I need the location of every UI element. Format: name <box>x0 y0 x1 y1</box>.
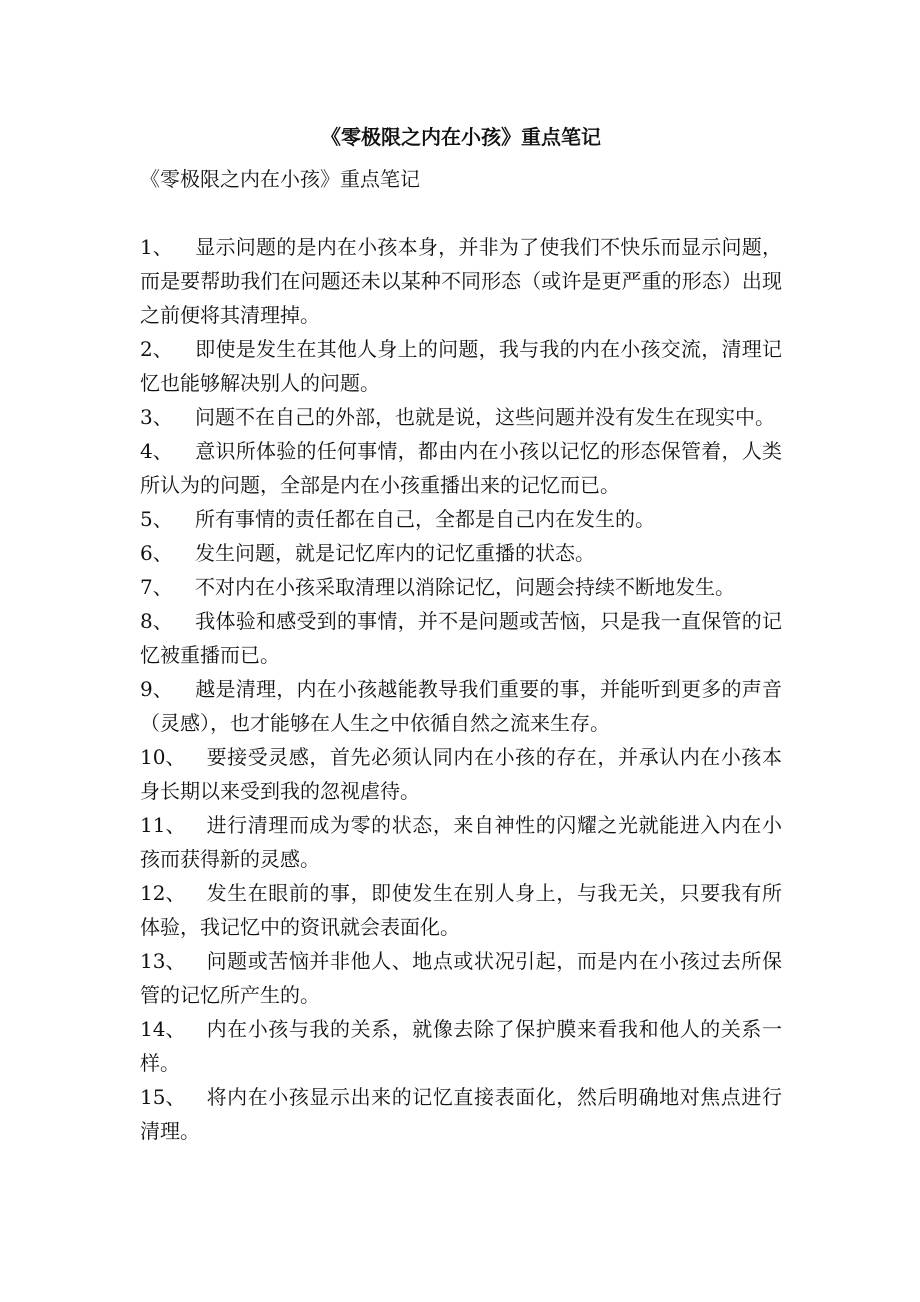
note-number: 3、 <box>140 405 173 429</box>
note-item <box>140 400 782 434</box>
note-text: 进行清理而成为零的状态，来自神性的闪耀之光就能进入内在小孩而获得新的灵感。 <box>140 813 782 871</box>
note-item <box>140 332 782 400</box>
blank-line <box>140 196 782 230</box>
note-number: 9、 <box>140 677 173 701</box>
note-text: 越是清理，内在小孩越能教导我们重要的事，并能听到更多的声音（灵感），也才能够在人生之中依循自然之流来生存。 <box>140 677 782 735</box>
note-item <box>140 570 782 604</box>
note-item <box>140 502 782 536</box>
note-number: 10、 <box>140 745 186 769</box>
note-item <box>140 434 782 502</box>
note-text: 不对内在小孩采取清理以消除记忆，问题会持续不断地发生。 <box>195 575 735 599</box>
note-number: 13、 <box>140 949 186 973</box>
note-text: 所有事情的责任都在自己，全都是自己内在发生的。 <box>195 507 655 531</box>
note-text: 将内在小孩显示出来的记忆直接表面化，然后明确地对焦点进行清理。 <box>140 1085 782 1143</box>
note-text: 发生问题，就是记忆库内的记忆重播的状态。 <box>195 541 595 565</box>
note-item <box>140 1080 782 1148</box>
note-number: 12、 <box>140 881 186 905</box>
note-item <box>140 672 782 740</box>
note-number: 1、 <box>140 235 173 259</box>
note-number: 14、 <box>140 1017 186 1041</box>
note-text: 问题或苦恼并非他人、地点或状况引起，而是内在小孩过去所保管的记忆所产生的。 <box>140 949 782 1007</box>
note-item <box>140 604 782 672</box>
note-text: 问题不在自己的外部，也就是说，这些问题并没有发生在现实中。 <box>195 405 775 429</box>
note-item <box>140 808 782 876</box>
note-text: 内在小孩与我的关系，就像去除了保护膜来看我和他人的关系一样。 <box>140 1017 782 1075</box>
note-item <box>140 740 782 808</box>
note-number: 8、 <box>140 609 173 633</box>
note-number: 7、 <box>140 575 173 599</box>
note-item <box>140 876 782 944</box>
notes-list <box>140 230 782 1148</box>
note-text: 显示问题的是内在小孩本身，并非为了使我们不快乐而显示问题，而是要帮助我们在问题还未以某种不同形态（或许是更严重的形态）出现之前便将其清理掉。 <box>140 235 782 327</box>
note-text: 要接受灵感，首先必须认同内在小孩的存在，并承认内在小孩本身长期以来受到我的忽视虐待。 <box>140 745 782 803</box>
note-number: 5、 <box>140 507 173 531</box>
note-text: 我体验和感受到的事情，并不是问题或苦恼，只是我一直保管的记忆被重播而已。 <box>140 609 782 667</box>
note-text: 意识所体验的任何事情，都由内在小孩以记忆的形态保管着，人类所认为的问题，全部是内在小孩重播出来的记忆而已。 <box>140 439 782 497</box>
note-item <box>140 1012 782 1080</box>
note-item <box>140 536 782 570</box>
document-subtitle: 《零极限之内在小孩》重点笔记 <box>140 167 420 191</box>
note-number: 2、 <box>140 337 173 361</box>
note-number: 4、 <box>140 439 173 463</box>
note-text: 即使是发生在其他人身上的问题，我与我的内在小孩交流，清理记忆也能够解决别人的问题。 <box>140 337 782 395</box>
note-item <box>140 944 782 1012</box>
note-number: 6、 <box>140 541 173 565</box>
note-number: 11、 <box>140 813 186 837</box>
note-text: 发生在眼前的事，即使发生在别人身上，与我无关，只要我有所体验，我记忆中的资讯就会表面化。 <box>140 881 782 939</box>
note-number: 15、 <box>140 1085 186 1109</box>
document-title: 《零极限之内在小孩》重点笔记 <box>321 125 601 149</box>
note-item <box>140 230 782 332</box>
